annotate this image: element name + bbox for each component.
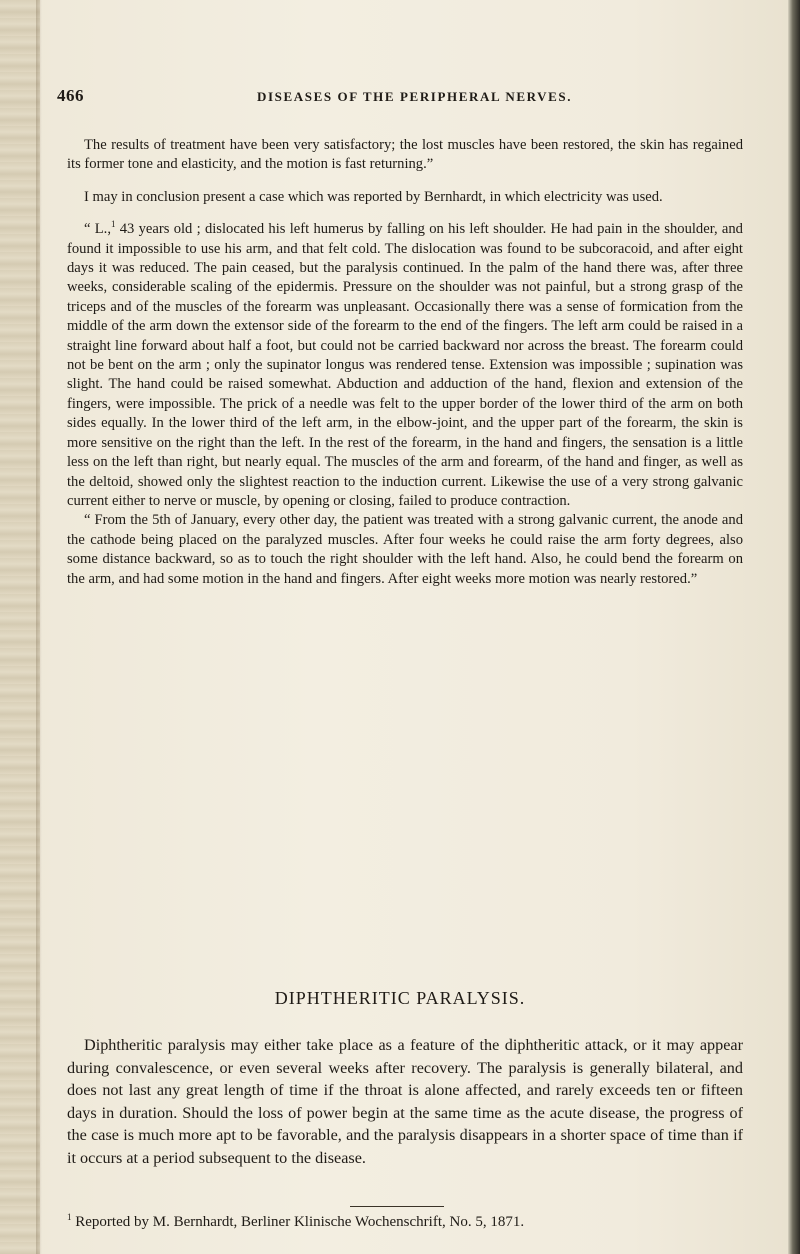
footnote	[67, 1212, 743, 1232]
section-text	[67, 1034, 743, 1170]
body-text	[67, 136, 743, 589]
binding-shadow	[36, 0, 42, 1254]
footnote-divider	[350, 1206, 444, 1207]
footnote-reference: 1	[110, 219, 116, 230]
footnote-text: Reported by M. Bernhardt, Berliner Klinische Wochenschrift, No. 5, 1871.	[71, 1214, 525, 1230]
page-number: 466	[57, 86, 84, 105]
paragraph-treatment: “ From the 5th of January, every other day, the patient was treated with a strong galvanic current, the anode and the cathode being placed on the paralyzed muscles. After four weeks he could raise the arm forty degrees, also some distance backward, so as to touch the right shoulder with the left hand. Also, he could bend the forearm on the arm, and had some motion in the hand and fingers. After eight weeks more motion was nearly restored.”	[67, 512, 743, 587]
paragraph-case-report	[67, 220, 743, 511]
case-description: 43 years old ; dislocated his left humerus by falling on his left shoulder. He had pain in the shoulder, and found it impossible to use his arm, and that felt cold. The dislocation was found to be subcoracoid, and after eight days it was reduced. The pain ceased, but the paralysis continued. In the palm of the hand there was, after three weeks, considerable scaling of the epidermis. Pressure on the shoulder was not painful, but a strong grasp of the triceps and of the muscles of the forearm was unpleasant. Occasionally there was a sense of formication from the middle of the arm down the extensor side of the forearm to the end of the fingers. The left arm could be raised in a straight line forward about half a foot, but could not be carried backward nor across the breast. The forearm could not be bent on the arm ; only the supinator longus was rendered tense. Extension was impossible ; supination was slight. The hand could be raised somewhat. Abduction and adduction of the hand, flexion and extension of the fingers, were impossible. The prick of a needle was felt to the upper border of the lower third of the arm on both sides equally. In the lower third of the left arm, in the elbow-joint, and the upper part of the forearm, the skin is more sensitive on the right than the left. In the rest of the forearm, in the hand and fingers, the sensation is a little less on the left than right, but nearly equal. The muscles of the arm and forearm, of the hand and finger, as well as the deltoid, showed only the slightest reaction to the induction current. Likewise the use of a very strong galvanic current either to nerve or muscle, by opening or closing, failed to produce contraction.	[67, 221, 743, 509]
page-right-edge	[788, 0, 800, 1254]
page-header	[57, 86, 757, 110]
section-heading: DIPHTHERITIC PARALYSIS.	[274, 988, 526, 1008]
running-head: DISEASES OF THE PERIPHERAL NERVES.	[257, 89, 573, 104]
case-opening: “ L.,	[84, 221, 111, 238]
paragraph-intro-case: I may in conclusion present a case which was reported by Bernhardt, in which electricity was used.	[84, 188, 663, 205]
paragraph-diphtheritic: Diphtheritic paralysis may either take place as a feature of the diphtheritic attack, or it may appear during convalescence, or even several weeks after recovery. The paralysis is generally bilateral, and does not last any great length of time if the throat is alone affected, and rarely exceeds ten or fifteen days in duration. Should the loss of power begin at the same time as the acute disease, the progress of the case is much more apt to be favorable, and the paralysis disappears in a shorter space of time than if it occurs at a period subsequent to the disease.	[67, 1036, 743, 1167]
footnote-marker: 1	[67, 1212, 72, 1222]
page-binding	[0, 0, 40, 1254]
paragraph-results: The results of treatment have been very satisfactory; the lost muscles have been restored, the skin has regained its former tone and elasticity, and the motion is fast returning.”	[67, 137, 743, 173]
